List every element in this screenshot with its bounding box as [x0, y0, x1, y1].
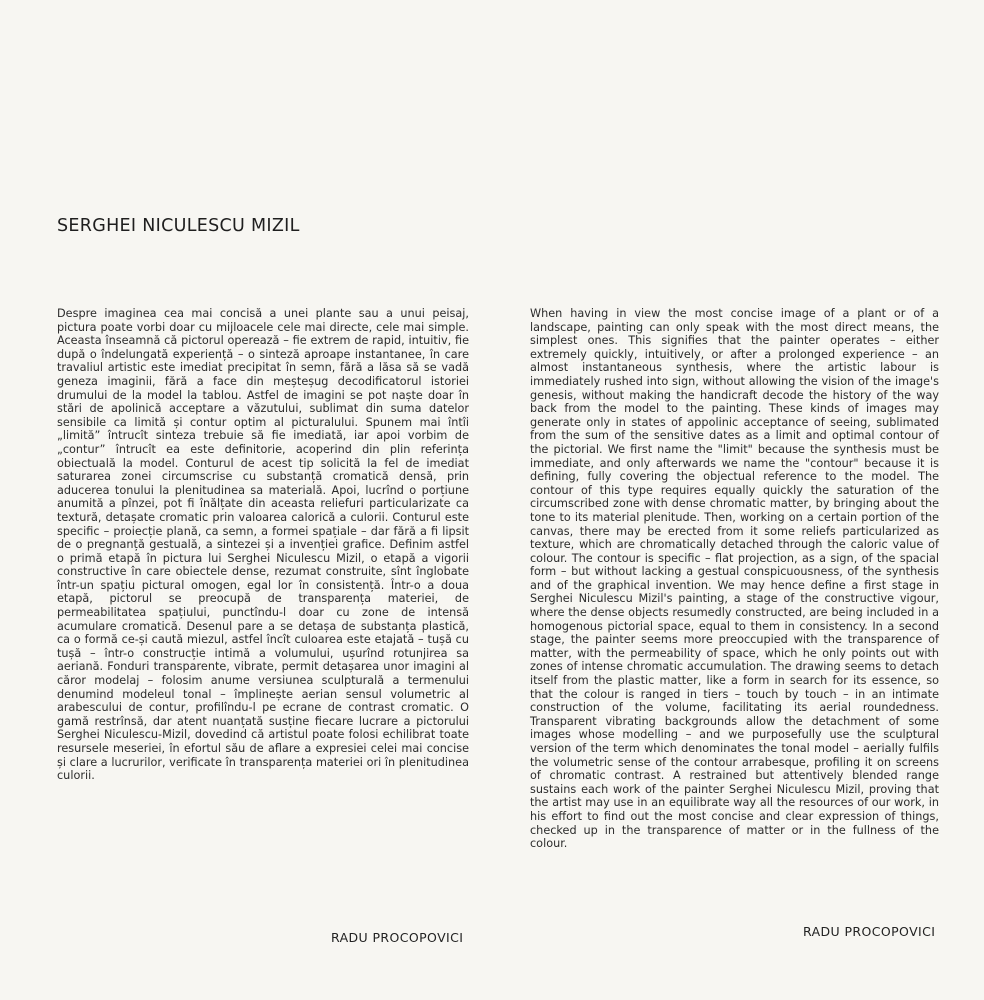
page-title: SERGHEI NICULESCU MIZIL	[57, 215, 300, 236]
english-text-column	[530, 307, 939, 851]
romanian-signature: RADU PROCOPOVICI	[331, 930, 464, 945]
romanian-text-column	[57, 307, 469, 783]
romanian-paragraph: Despre imaginea cea mai concisă a unei plante sau a unui peisaj, pictura poate vorbi doar cu mijloacele cele mai directe, cele mai simple. Aceasta înseamnă că pictorul operează – fie extrem de rapid, intuitiv, fie după o îndelungată experiență – o sinteză aproape instantanee, în care travaliul artistic este imediat precipitat în semn, fără a lăsa să se vadă geneza imaginii, fără a face din meșteșug decodificatorul istoriei drumului de la model la tablou. Astfel de imagini se pot naște doar în stări de apolinică acceptare a văzutului, sublimat din suma datelor sensibile ca limită și contur optim al picturalului. Spunem mai întîi „limită” întrucît sinteza trebuie să fie imediată, iar apoi vorbim de „contur” întrucît ea este definitorie, acoperind din plin referința obiectuală la model. Conturul de acest tip solicită la fel de imediat saturarea zonei circumscrise cu substanță cromatică densă, prin aducerea tonului la plenitudinea sa materială. Apoi, lucrînd o porțiune anumită a pînzei, pot fi înălțate din aceasta reliefuri particularizate ca textură, detașate cromatic prin valoarea calorică a culorii. Conturul este specific – proiecție plană, ca semn, a formei spațiale – dar fără a fi lipsit de o pregnanță gestuală, a sintezei și a invenției grafice. Definim astfel o primă etapă în pictura lui Serghei Niculescu Mizil, o etapă a vigorii constructive în care obiectele dense, rezumat construite, sînt înglobate într-un spațiu pictural omogen, egal lor în consistență. Într-o a doua etapă, pictorul se preocupă de transparența materiei, de permeabilitatea spațiului, punctîndu-l doar cu zone de intensă acumulare cromatică. Desenul pare a se detașa de substanța plastică, ca o formă ce-și caută miezul, astfel încît culoarea este etajată – tușă cu tușă – într-o construcție intimă a volumului, ușurînd rotunjirea sa aeriană. Fonduri transparente, vibrate, permit detașarea unor imagini al căror modelaj – folosim anume versiunea sculpturală a termenului denumind modeleul tonal – împlinește aerian sensul volumetric al arabescului de contur, profilîndu-l pe ecrane de contrast cromatic. O gamă restrînsă, dar atent nuanțată susține fiecare lucrare a pictorului Serghei Niculescu-Mizil, dovedind că artistul poate folosi echilibrat toate resursele meseriei, în efortul său de aflare a expresiei celei mai concise și clare a lucrurilor, verificate în transparența materiei ori în plenitudinea culorii.	[57, 307, 469, 783]
english-paragraph: When having in view the most concise image of a plant or of a landscape, painting can only speak with the most direct means, the simplest ones. This signifies that the painter operates – either extremely quickly, intuitively, or after a prolonged experience – an almost instantaneous synthesis, where the artistic labour is immediately rushed into sign, without allowing the vision of the image's genesis, without making the handicraft decode the history of the way back from the model to the painting. These kinds of images may generate only in states of appolinic acceptance of seeing, sublimated from the sum of the sensitive dates as a limit and optimal contour of the pictorial. We first name the "limit" because the synthesis must be immediate, and only afterwards we name the "contour" because it is defining, fully covering the objectual reference to the model. The contour of this type requires equally quickly the saturation of the circumscribed zone with dense chromatic matter, by bringing about the tone to its material plenitude. Then, working on a certain portion of the canvas, there may be erected from it some reliefs particularized as texture, which are chromatically detached through the caloric value of colour. The contour is specific – flat projection, as a sign, of the spacial form – but without lacking a gestual conspicuousness, of the synthesis and of the graphical invention. We may hence define a first stage in Serghei Niculescu Mizil's painting, a stage of the constructive vigour, where the dense objects resumedly constructed, are being included in a homogenous pictorial space, equal to them in consistency. In a second stage, the painter seems more preoccupied with the transparence of matter, with the permeability of space, which he only points out with zones of intense chromatic accumulation. The drawing seems to detach itself from the plastic matter, like a form in search for its essence, so that the colour is ranged in tiers – touch by touch – in an intimate construction of the volume, facilitating its aerial roundedness. Transparent vibrating backgrounds allow the detachment of some images whose modelling – and we purposefully use the sculptural version of the term which denominates the tonal model – aerially fulfils the volumetric sense of the contour arrabesque, profiling it on screens of chromatic contrast. A restrained but attentively blended range sustains each work of the painter Serghei Niculescu Mizil, proving that the artist may use in an equilibrate way all the resources of our work, in his effort to find out the most concise and clear expression of things, checked up in the transparence of matter or in the fullness of the colour.	[530, 307, 939, 851]
english-signature: RADU PROCOPOVICI	[803, 924, 936, 939]
